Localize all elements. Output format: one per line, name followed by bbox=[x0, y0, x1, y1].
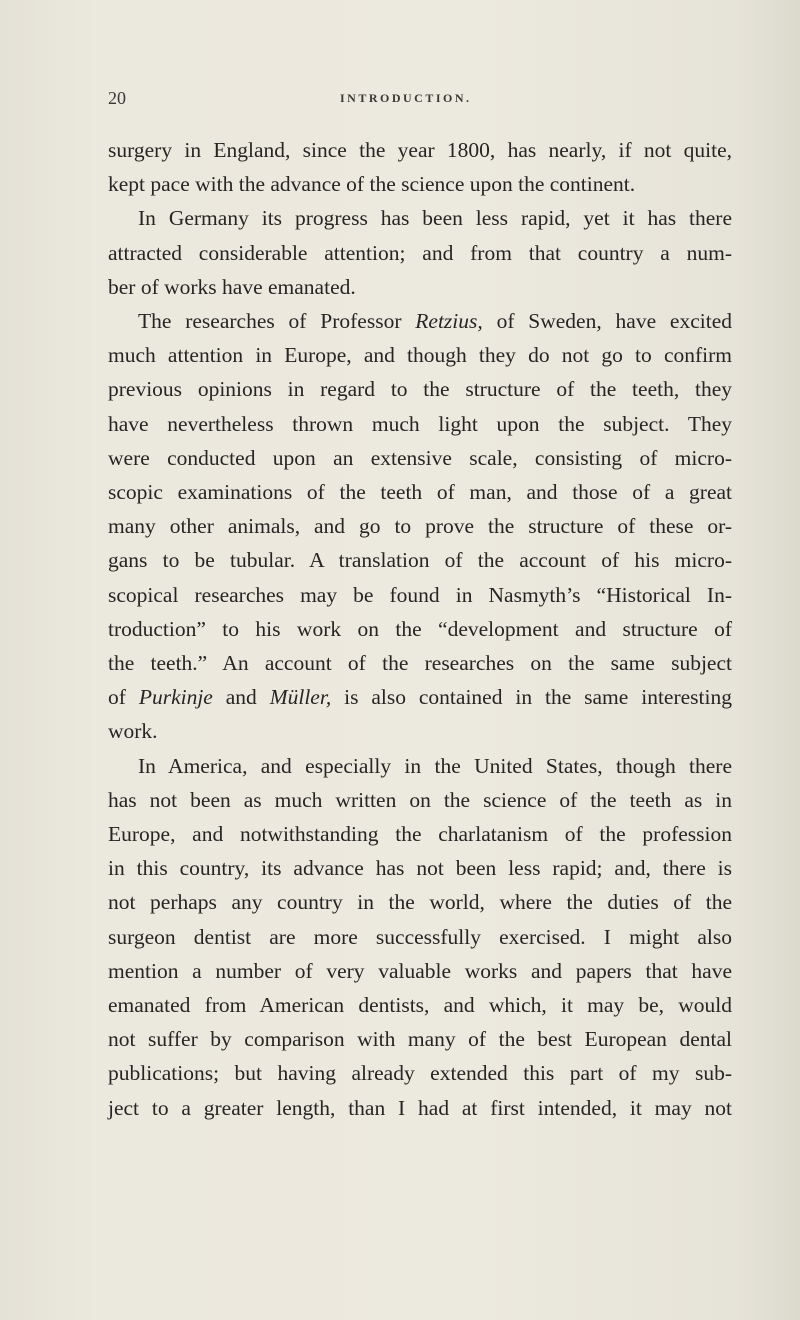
text-line: emanated from American dentists, and which, it may be, would bbox=[108, 993, 732, 1018]
text-line: not perhaps any country in the world, where the duties of the bbox=[108, 890, 732, 915]
text-line: many other animals, and go to prove the structure of these or- bbox=[108, 514, 732, 539]
text-line: In America, and especially in the United States, though there bbox=[138, 753, 732, 778]
italic-name: Purkinje bbox=[138, 685, 213, 710]
text-line: gans to be tubular. A translation of the account of his micro- bbox=[108, 548, 732, 573]
text-line: has not been as much written on the science of the teeth as in bbox=[108, 787, 732, 812]
text-line: the teeth.” An account of the researches on the same subject bbox=[108, 651, 732, 676]
running-head: INTRODUCTION. bbox=[340, 91, 472, 105]
text-line: scopic examinations of the teeth of man, and those of a great bbox=[108, 480, 732, 505]
text-line: not suffer by comparison with many of the best European dental bbox=[108, 1027, 732, 1052]
text-line: mention a number of very valuable works and papers that have bbox=[108, 958, 732, 983]
body-text bbox=[108, 133, 732, 1125]
page-number: 20 bbox=[108, 88, 126, 108]
text-line: were conducted upon an extensive scale, consisting of micro- bbox=[108, 445, 732, 470]
page-header bbox=[108, 88, 728, 112]
text-line: have nevertheless thrown much light upon the subject. They bbox=[108, 411, 732, 436]
text-line: publications; but having already extended this part of my sub- bbox=[108, 1061, 732, 1086]
text-line: attracted considerable attention; and from that country a num- bbox=[108, 240, 732, 265]
paragraph bbox=[108, 304, 732, 749]
text-line: surgeon dentist are more successfully exercised. I might also bbox=[108, 924, 732, 949]
text-line: Europe, and notwithstanding the charlatanism of the profession bbox=[108, 822, 732, 847]
text-line: troduction” to his work on the “development and structure of bbox=[108, 616, 732, 641]
paragraph bbox=[108, 201, 732, 304]
text-line: The researches of Professor Retzius, of Sweden, have excited bbox=[138, 309, 732, 334]
paragraph bbox=[108, 749, 732, 1125]
paragraph bbox=[108, 133, 732, 201]
text-line: surgery in England, since the year 1800, has nearly, if not quite, bbox=[108, 138, 732, 162]
text-line: previous opinions in regard to the structure of the teeth, they bbox=[108, 377, 732, 402]
text-line: kept pace with the advance of the science upon the continent. bbox=[108, 172, 636, 197]
text-line: in this country, its advance has not been less rapid; and, there is bbox=[108, 856, 732, 881]
text-line: ject to a greater length, than I had at first intended, it may not bbox=[108, 1095, 732, 1120]
text-line: scopical researches may be found in Nasmyth’s “Historical In- bbox=[108, 582, 732, 607]
text-line: ber of works have emanated. bbox=[108, 274, 356, 299]
text-line: work. bbox=[108, 719, 158, 744]
text-line: of Purkinje and Müller, is also contained in the same interesting bbox=[108, 685, 732, 710]
italic-name: Müller, bbox=[269, 685, 332, 710]
text-line: much attention in Europe, and though they do not go to confirm bbox=[108, 343, 732, 368]
italic-name: Retzius, bbox=[415, 309, 483, 334]
text-line: In Germany its progress has been less rapid, yet it has there bbox=[138, 206, 732, 231]
